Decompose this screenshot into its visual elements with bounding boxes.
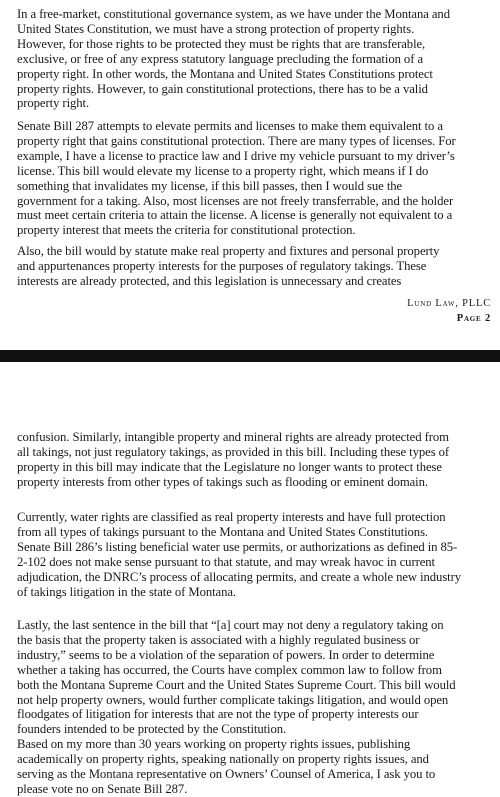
text-line: United States Constitution, we must have a strong protection of property rights. [17, 21, 415, 36]
text-line: example, I have a license to practice law and I drive my vehicle pursuant to my driver’s [17, 148, 455, 163]
paragraph-water-rights [17, 510, 493, 599]
page-bottom [0, 362, 500, 796]
text-line: property right. In other words, the Montana and United States Constitutions protect [17, 66, 433, 81]
page-break-divider [0, 350, 500, 362]
text-line: both the Montana Supreme Court and the United States Supreme Court. This bill would [17, 677, 456, 692]
text-line: of takings litigation in the state of Montana. [17, 584, 237, 599]
footer-firm-name: Lund Law, PLLC [407, 298, 491, 309]
text-line: Currently, water rights are classified as real property interests and have full protection [17, 510, 446, 524]
text-line: interests are already protected, and this legislation is unnecessary and creates [17, 273, 402, 288]
text-line: adjudication, the DNRC’s process of allocating permits, and create a whole new industry [17, 569, 462, 584]
text-line: from all types of takings pursuant to the Montana and United States Constitutions. [17, 524, 429, 539]
text-line: Lastly, the last sentence in the bill that “[a] court may not deny a regulatory taking on [17, 618, 444, 632]
paragraph-regulatory-takings [17, 244, 493, 289]
text-line: industry,” seems to be a violation of the separation of powers. In order to determine [17, 647, 435, 662]
text-line: whether a taking has occurred, the Courts have complex common law to follow from [17, 662, 442, 677]
text-line: property in this bill may indicate that the Legislature no longer wants to protect these [17, 459, 442, 474]
text-line: However, for those rights to be protected they must be rights that are transferable, [17, 36, 426, 51]
text-line: Based on my more than 30 years working on property rights issues, publishing [17, 737, 411, 751]
text-line: confusion. Similarly, intangible property and mineral rights are already protected from [17, 430, 449, 444]
paragraph-senate-bill-287 [17, 119, 493, 238]
text-line: government for a taking. Also, most licenses are not freely transferrable, and the holder [17, 193, 454, 208]
paragraph-separation-of-powers [17, 618, 493, 737]
text-line: academically on property rights, speaking nationally on property rights issues, and [17, 751, 429, 766]
text-line: and appurtenances property interests for the purposes of regulatory takings. These [17, 258, 427, 273]
text-line: the basis that the property taken is associated with a highly regulated business or [17, 632, 420, 647]
text-line: must meet certain criteria to attain the license. A license is generally not equivalent to a [17, 208, 453, 223]
text-line: serving as the Montana representative on Owners’ Counsel of America, I ask you to [17, 766, 436, 781]
text-line: Senate Bill 287 attempts to elevate permits and licenses to make them equivalent to a [17, 119, 443, 133]
paragraph-intangible-property [17, 430, 493, 490]
text-line: not help property owners, would further complicate takings litigation, and would open [17, 692, 449, 707]
text-line: something that invalidates my license, if this bill passes, then I would sue the [17, 178, 403, 193]
text-line: property rights. However, to gain constitutional protections, there has to be a valid [17, 81, 428, 96]
footer-page-number: Page 2 [456, 313, 491, 324]
text-line: exclusive, or free of any express statutory language precluding the formation of a [17, 51, 423, 66]
text-line: property interest that meets the criteria for constitutional protection. [17, 223, 356, 238]
text-line: property right. [17, 96, 90, 111]
text-line: please vote no on Senate Bill 287. [17, 781, 188, 796]
text-line: all takings, not just regulatory takings, as provided in this bill. Including these types of [17, 444, 450, 459]
paragraph-property-rights [17, 7, 493, 111]
text-line: In a free-market, constitutional governance system, as we have under the Montana and [17, 7, 450, 21]
text-line: Also, the bill would by statute make real property and fixtures and personal property [17, 244, 440, 258]
page-top [0, 0, 500, 350]
text-line: Senate Bill 286’s listing beneficial water use permits, or authorizations as defined in 85- [17, 539, 458, 554]
text-line: floodgates of litigation for interests that are not the type of property interests our [17, 707, 419, 722]
text-line: license. This bill would elevate my license to a property right, which means if I do [17, 163, 429, 178]
text-line: 2-102 does not make sense pursuant to that statute, and may wreak havoc in current [17, 554, 435, 569]
text-line: property right that gains constitutional protection. There are many types of licenses. For [17, 133, 456, 148]
text-line: founders intended to be protected by the Constitution. [17, 722, 287, 737]
text-line: property interests from other types of takings such as flooding or eminent domain. [17, 474, 428, 489]
paragraph-closing-request [17, 737, 493, 797]
